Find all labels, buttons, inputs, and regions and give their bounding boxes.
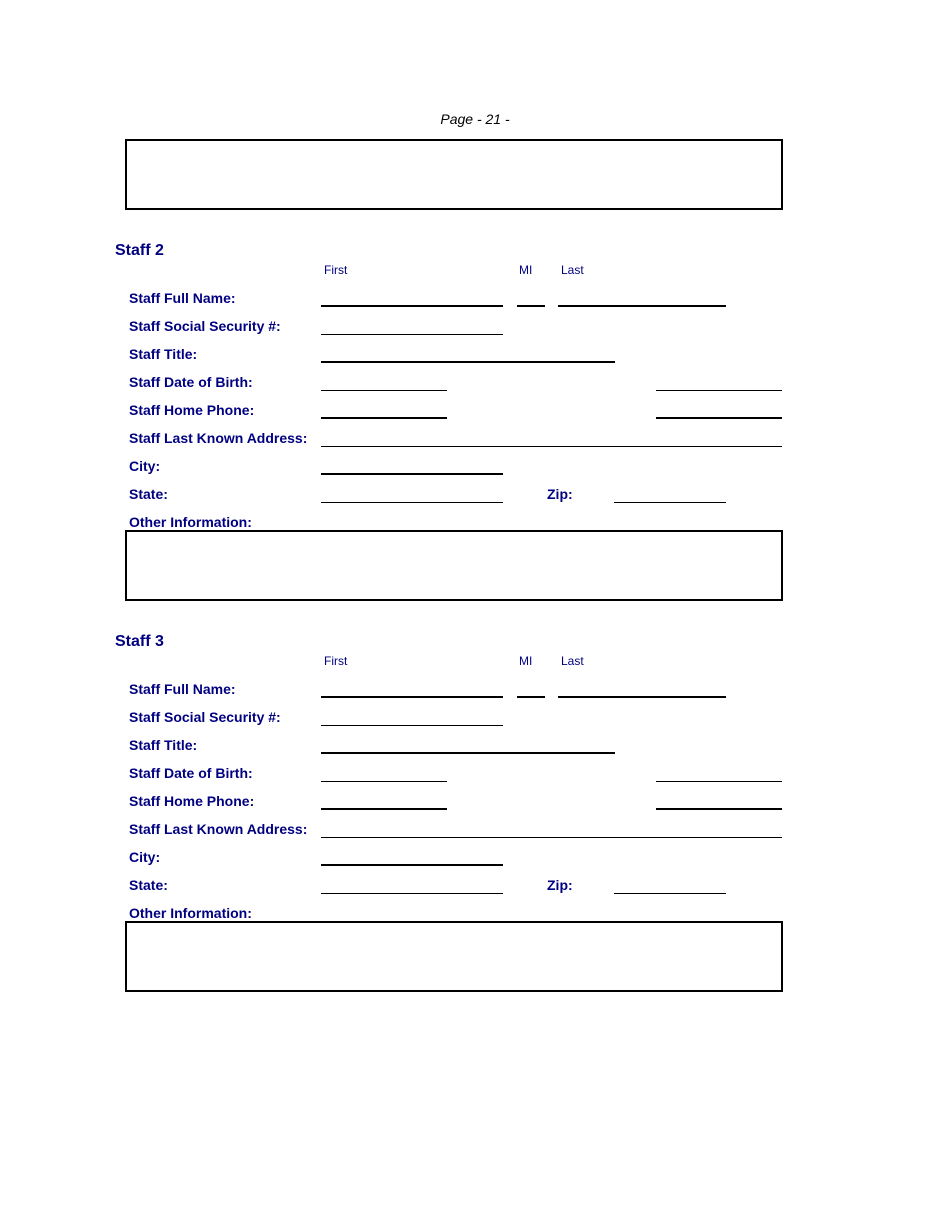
last-name-field[interactable] (558, 696, 726, 698)
city-label: City: (129, 458, 161, 474)
dob-extra-field[interactable] (656, 390, 782, 391)
section-title: Staff 3 (115, 633, 164, 650)
ssn-label: Staff Social Security #: (129, 709, 281, 725)
address-field[interactable] (321, 446, 782, 447)
city-label: City: (129, 849, 161, 865)
ssn-field[interactable] (321, 334, 503, 335)
section-title: Staff 2 (115, 242, 164, 259)
dob-label: Staff Date of Birth: (129, 374, 253, 390)
address-label: Staff Last Known Address: (129, 821, 308, 837)
dob-field[interactable] (321, 781, 447, 782)
ssn-field[interactable] (321, 725, 503, 726)
middle-initial-field[interactable] (517, 696, 545, 698)
middle-initial-field[interactable] (517, 305, 545, 307)
title-field[interactable] (321, 361, 615, 363)
ssn-label: Staff Social Security #: (129, 318, 281, 334)
zip-field[interactable] (614, 502, 726, 503)
title-field[interactable] (321, 752, 615, 754)
last-column-label: Last (561, 263, 584, 277)
zip-label: Zip: (547, 486, 573, 502)
title-label: Staff Title: (129, 737, 198, 753)
state-label: State: (129, 877, 168, 893)
city-field[interactable] (321, 864, 503, 866)
state-field[interactable] (321, 502, 503, 503)
phone-extra-field[interactable] (656, 417, 782, 419)
last-name-field[interactable] (558, 305, 726, 307)
top-info-box[interactable] (125, 139, 783, 210)
mi-column-label: MI (519, 263, 533, 277)
other-info-box[interactable] (125, 921, 783, 992)
full-name-label: Staff Full Name: (129, 290, 236, 306)
city-field[interactable] (321, 473, 503, 475)
first-name-field[interactable] (321, 305, 503, 307)
address-field[interactable] (321, 837, 782, 838)
first-name-field[interactable] (321, 696, 503, 698)
zip-field[interactable] (614, 893, 726, 894)
other-info-label: Other Information: (129, 905, 252, 921)
address-label: Staff Last Known Address: (129, 430, 308, 446)
phone-extra-field[interactable] (656, 808, 782, 810)
dob-extra-field[interactable] (656, 781, 782, 782)
mi-column-label: MI (519, 654, 533, 668)
phone-field[interactable] (321, 808, 447, 810)
zip-label: Zip: (547, 877, 573, 893)
other-info-label: Other Information: (129, 514, 252, 530)
state-field[interactable] (321, 893, 503, 894)
page-number: Page - 21 - (440, 111, 510, 127)
full-name-label: Staff Full Name: (129, 681, 236, 697)
last-column-label: Last (561, 654, 584, 668)
phone-field[interactable] (321, 417, 447, 419)
dob-field[interactable] (321, 390, 447, 391)
first-column-label: First (324, 654, 348, 668)
title-label: Staff Title: (129, 346, 198, 362)
phone-label: Staff Home Phone: (129, 793, 255, 809)
other-info-box[interactable] (125, 530, 783, 601)
phone-label: Staff Home Phone: (129, 402, 255, 418)
state-label: State: (129, 486, 168, 502)
first-column-label: First (324, 263, 348, 277)
dob-label: Staff Date of Birth: (129, 765, 253, 781)
